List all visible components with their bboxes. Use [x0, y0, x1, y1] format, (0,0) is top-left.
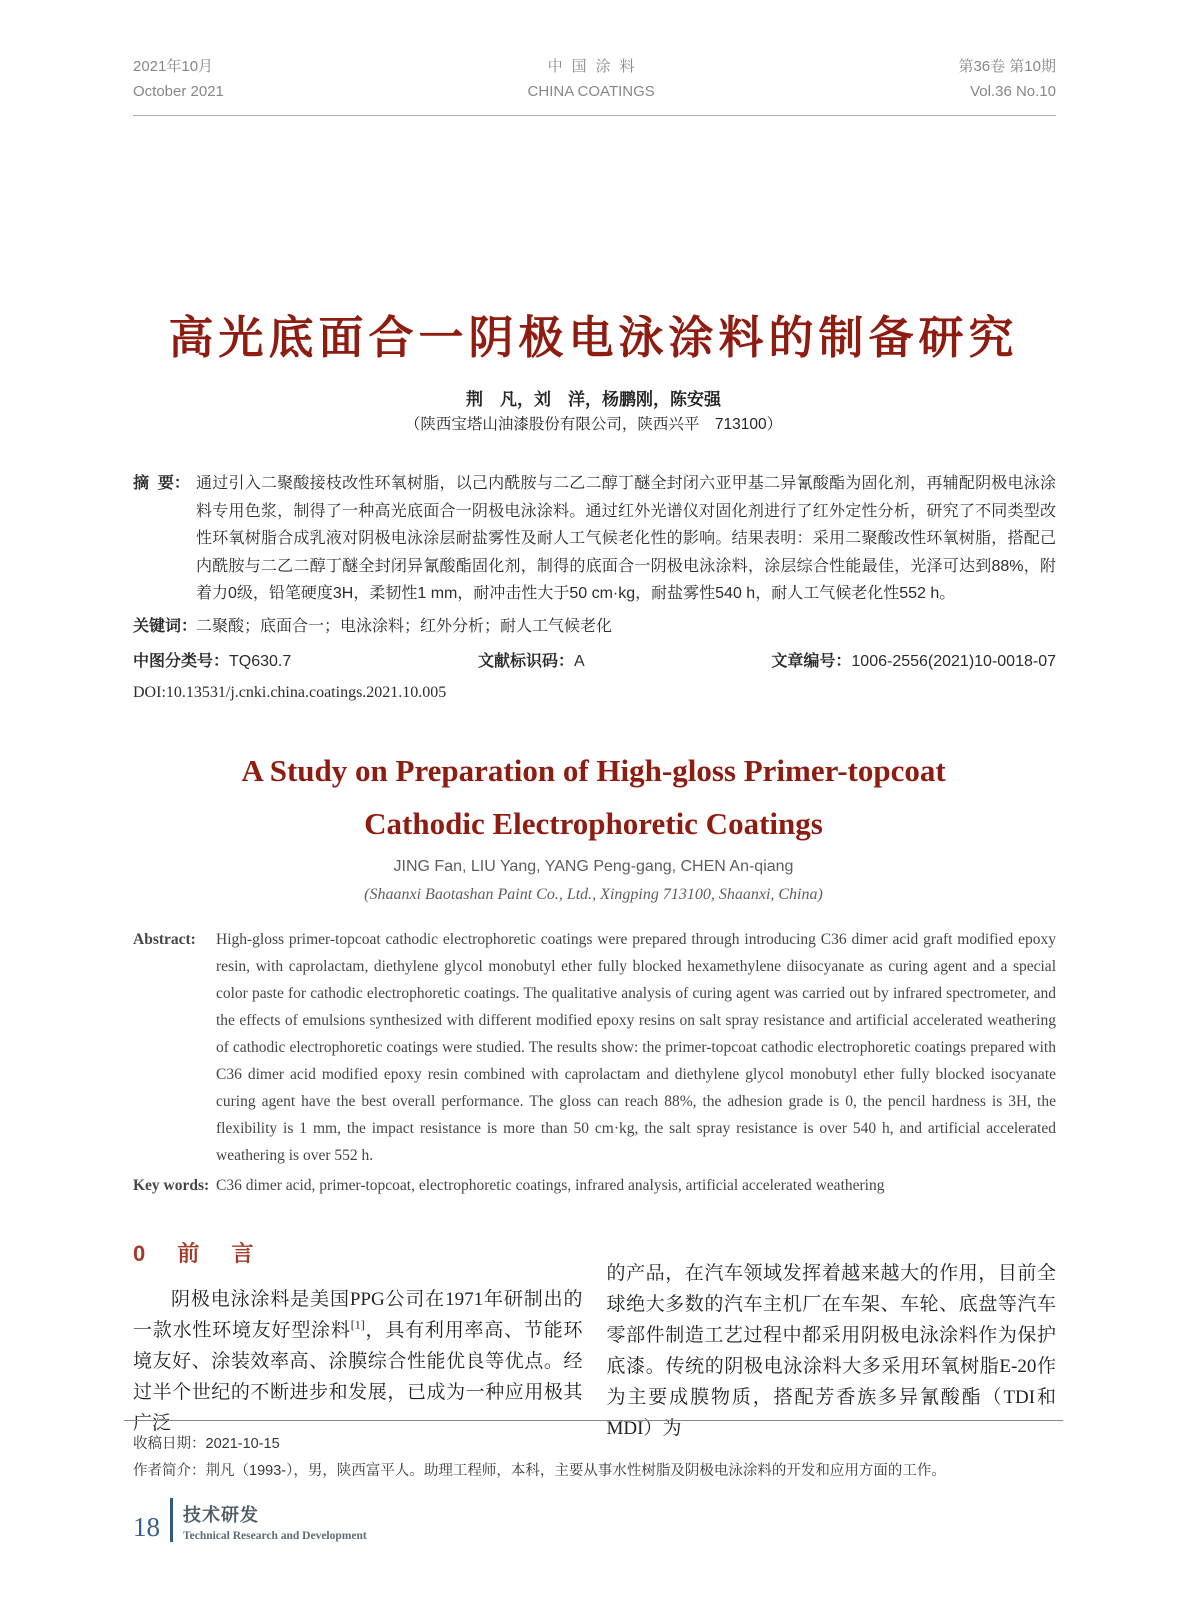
doc-code-item: [478, 649, 585, 675]
article-id-value: 1006-2556(2021)10-0018-07: [851, 653, 1056, 670]
classification-row: [133, 649, 1056, 675]
bio-label: 作者简介：: [133, 1463, 206, 1479]
keywords-en: [133, 1172, 1056, 1199]
authors-cn: 荆 凡，刘 洋，杨鹏刚，陈安强: [466, 390, 721, 409]
column-name-en: Technical Research and Development: [183, 1530, 367, 1542]
article-id-item: [771, 649, 1056, 675]
keywords-cn: [133, 613, 1056, 641]
keywords-text-cn: 二聚酸；底面合一；电泳涂料；红外分析；耐人工气候老化: [196, 617, 613, 635]
article-id-label: 文章编号：: [771, 653, 852, 670]
bio-value: 荆凡（1993-），男，陕西富平人。助理工程师，本科，主要从事水性树脂及阴极电泳涂料的开发和应用方面的工作。: [205, 1463, 946, 1479]
body-column-right: [607, 1238, 1057, 1444]
citation-sup: [1]: [350, 1317, 365, 1332]
journal-title-en: CHINA COATINGS: [527, 83, 655, 100]
received-label: 收稿日期：: [133, 1436, 206, 1452]
doc-code-label: 文献标识码：: [477, 653, 574, 670]
clc-label: 中图分类号：: [133, 653, 230, 670]
doi-text: DOI:10.13531/j.cnki.china.coatings.2021.10.005: [133, 684, 447, 701]
abstract-text-cn: 通过引入二聚酸接枝改性环氧树脂，以己内酰胺与二乙二醇丁醚全封闭六亚甲基二异氰酸酯为固化剂，再辅配阴极电泳涂料专用色浆，制得了一种高光底面合一阴极电泳涂料。通过红外光谱仪对固化剂进行了红外定性分析，研究了不同类型改性环氧树脂合成乳液对阴极电泳涂层耐盐雾性及耐人工气候老化性的影响。结果表明：采用二聚酸改性环氧树脂，搭配己内酰胺与二乙二醇丁醚全封闭异氰酸酯固化剂，制得的底面合一阴极电泳涂料，涂层综合性能最佳，光泽可达到88%，附着力0级，铅笔硬度3H，柔韧性1 mm，耐冲击性大于50 cm·kg，耐盐雾性540 h，耐人工气候老化性552 h。: [196, 475, 1056, 602]
doc-code-value: A: [574, 653, 585, 670]
column-info: [183, 1501, 367, 1542]
article-title-en: A Study on Preparation of High-gloss Primer-topcoat Cathodic Electrophoretic Coatings: [241, 753, 946, 841]
abstract-text-en: High-gloss primer-topcoat cathodic electrophoretic coatings were prepared through introducing C36 dimer acid graft modified epoxy resin, with caprolactam, diethylene glycol monobutyl ether fully blocked hexamethylene diisocyanate as curing agent and a special color paste for cathodic electrophoretic coatings. The qualitative analysis of curing agent was carried out by infrared spectrometer, and the effects of emulsions synthesized with different modified epoxy resins on salt spray resistance and artificial accelerated weathering of cathodic electrophoretic coatings were studied. The results show: the primer-topcoat cathodic electrophoretic coatings prepared with C36 dimer acid modified epoxy resin combined with caprolactam and diethylene glycol monobutyl ether fully blocked isocyanate curing agent have the best overall performance. The gloss can reach 88%, the adhesion grade is 0, the pencil hardness is 3H, the flexibility is 1 mm, the impact resistance is more than 50 cm·kg, the salt spray resistance is over 540 h, and artificial accelerated weathering is over 552 h.: [216, 931, 1056, 1164]
body-column-left: [133, 1238, 583, 1444]
section-heading: 0 前 言: [133, 1241, 256, 1266]
received-date-line: [133, 1431, 1063, 1458]
body-paragraph-right: 的产品，在汽车领域发挥着越来越大的作用，目前全球绝大多数的汽车主机厂在车架、车轮、底盘等汽车零部件制造工艺过程中都采用阴极电泳涂料作为保护底漆。传统的阴极电泳涂料大多采用环氧树脂E-20作为主要成膜物质，搭配芳香族多异氰酸酯（TDI和MDI）为: [606, 1263, 1056, 1439]
header-date-cn: 2021年10月: [133, 58, 214, 75]
column-name-cn: 技术研发: [183, 1505, 259, 1525]
affiliation-en: (Shaanxi Baotashan Paint Co., Ltd., Xingping 713100, Shaanxi, China): [364, 886, 823, 903]
header-volume-en: Vol.36 No.10: [970, 83, 1056, 100]
page-header: [133, 54, 1056, 116]
received-value: 2021-10-15: [205, 1436, 280, 1452]
authors-en: JING Fan, LIU Yang, YANG Peng-gang, CHEN An-qiang: [393, 858, 794, 875]
header-issue-date: [133, 54, 224, 104]
abstract-block-en: [133, 926, 1056, 1199]
clc-item: [133, 649, 291, 675]
header-volume-cn: 第36卷 第10期: [958, 58, 1056, 75]
affiliation-cn: （陕西宝塔山油漆股份有限公司，陕西兴平 713100）: [404, 416, 783, 433]
page-number: 18: [133, 1512, 160, 1542]
body-paragraph-left: 阴极电泳涂料是美国PPG公司在1971年研制出的一款水性环境友好型涂料[1]，具有利用率高、节能环境友好、涂装效率高、涂膜综合性能优良等优点。经过半个世纪的不断进步和发展，已成为一种应用极其广泛: [133, 1289, 583, 1434]
page-footer: [133, 1498, 367, 1542]
footnote-block: [124, 1420, 1063, 1485]
abstract-cn: [133, 470, 1056, 608]
header-journal-name: [528, 54, 655, 104]
abstract-en: [133, 926, 1056, 1169]
abstract-label-en: Abstract:: [133, 931, 196, 948]
keywords-label-cn: 关键词：: [133, 617, 198, 635]
abstract-label-cn: 摘 要：: [133, 475, 190, 492]
author-bio-line: [133, 1458, 1063, 1485]
keywords-label-en: Key words:: [133, 1177, 210, 1194]
footer-divider-bar: [170, 1498, 173, 1542]
body-columns: [133, 1238, 1056, 1444]
header-volume-info: [958, 54, 1056, 104]
abstract-block-cn: [133, 470, 1056, 702]
keywords-text-en: C36 dimer acid, primer-topcoat, electrophoretic coatings, infrared analysis, artificial accelerated weathering: [216, 1177, 885, 1194]
header-date-en: October 2021: [133, 83, 224, 100]
clc-value: TQ630.7: [229, 653, 292, 670]
journal-title-cn: 中国涂料: [547, 58, 644, 75]
article-title-cn: 高光底面合一阴极电泳涂料的制备研究: [168, 312, 1019, 363]
